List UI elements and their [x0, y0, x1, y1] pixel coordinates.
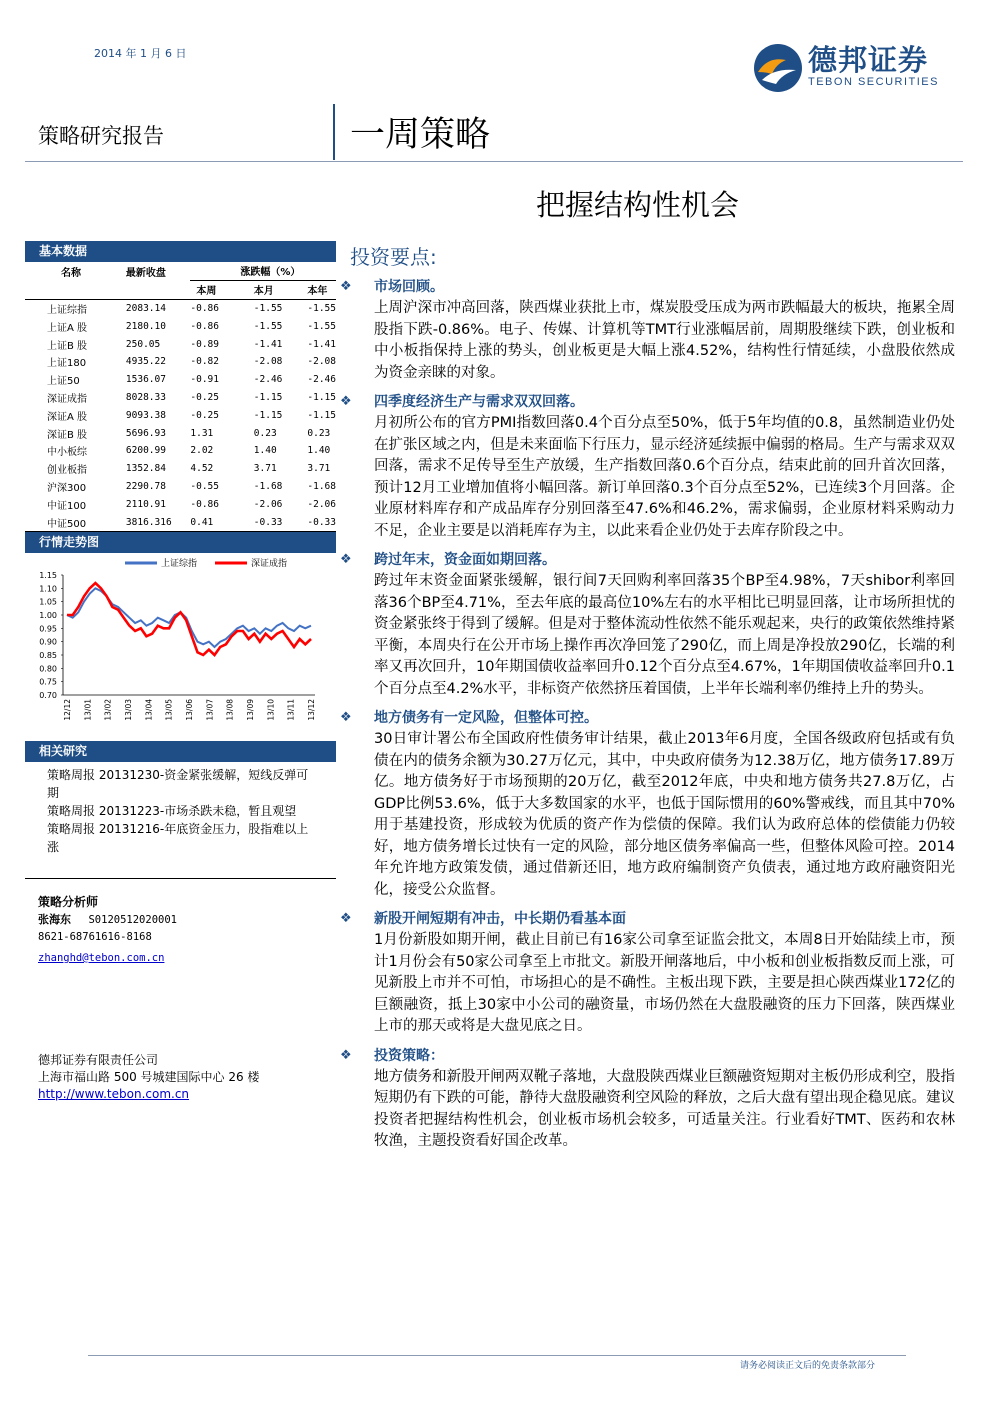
- month-change: -1.55: [253, 320, 283, 332]
- close-value: 2180.10: [125, 320, 166, 332]
- header-divider: [333, 104, 335, 160]
- section-paragraph: 跨过年末资金面紧张缓解，银行间7天回购利率回落35个BP至4.98%，7天shibor利率回落36个BP至4.71%，至去年底的最高位10%左右的水平相比已明显回落，让市场所担忧的资金紧张终于得到了缓解。但是对于整体流动性依然不能乐观起来，央行的政策依然维持紧平衡，本周央行在公开市场上操作再次净回笼了290亿，而上周是净投放290亿，长端的利率又再次回升，10年期国债收益率回升0.12个百分点至4.67%，1年期国债收益率回升0.1个百分点至4.2%水平，非标资产依然挤压着国债，上半年长端利率仍维持上升的势头。: [374, 573, 955, 697]
- y-tick-label: 1.10: [39, 584, 57, 594]
- y-tick-label: 0.80: [39, 664, 57, 674]
- index-name: 上证50: [47, 376, 80, 388]
- index-name: 沪深300: [47, 482, 87, 494]
- table-row: [25, 460, 336, 478]
- week-change: -0.86: [190, 299, 253, 317]
- trend-chart: [25, 553, 336, 731]
- research-list: [25, 766, 336, 856]
- sidebar: [25, 241, 336, 856]
- x-tick-label: 13/11: [286, 698, 296, 721]
- table-row: [25, 424, 336, 442]
- x-tick-label: 13/08: [225, 698, 235, 721]
- x-tick-label: 13/10: [266, 698, 276, 721]
- close-value: 250.05: [125, 338, 161, 350]
- week-change: 4.52: [190, 463, 214, 475]
- trend-chart-svg: [25, 553, 336, 731]
- sidebar-rule: [25, 878, 336, 879]
- research-item[interactable]: 策略周报 20131216-年底资金压力，股指难以上涨: [47, 821, 309, 854]
- col-name: 名称: [61, 267, 81, 279]
- trend-header: 行情走势图: [25, 532, 336, 553]
- week-change: -0.89: [190, 338, 219, 350]
- col-week: 本周: [190, 280, 253, 299]
- month-change: -0.33: [254, 513, 308, 531]
- section-title-text: 跨过年末，资金面如期回落。: [374, 552, 556, 568]
- diamond-bullet-icon: ❖: [340, 911, 352, 926]
- col-month: 本月: [254, 280, 308, 299]
- company-logo: [752, 36, 962, 96]
- close-value: 9093.38: [125, 409, 166, 421]
- table-row: [25, 442, 336, 460]
- section-title: [340, 1045, 955, 1067]
- basic-data-header: 基本数据: [25, 241, 336, 262]
- table-row: [25, 406, 336, 424]
- index-name: 创业板指: [47, 465, 87, 477]
- week-change: -0.25: [190, 409, 219, 421]
- month-change: -1.55: [254, 299, 308, 317]
- year-change: -1.15: [307, 391, 336, 403]
- week-change: -0.82: [190, 356, 219, 368]
- month-change: 0.23: [253, 427, 277, 439]
- table-row: [25, 513, 336, 531]
- week-change: -0.91: [190, 374, 219, 386]
- y-tick-label: 1.00: [39, 610, 57, 620]
- year-change: 0.23: [307, 427, 331, 439]
- table-row: [25, 299, 336, 317]
- series-line-2: [67, 583, 311, 655]
- analyst-name: 张海东: [38, 913, 71, 926]
- section-paragraph: 地方债务和新股开闸两双靴子落地，大盘股陕西煤业巨额融资短期对主板仍形成利空，股指短期仍有下跌的可能，静待大盘股融资利空风险的释放，之后大盘有望出现企稳见底。建议投资者把握结构性机会，创业板市场机会较多，可适量关注。行业看好TMT、医药和农林牧渔，主题投资看好国企改革。: [374, 1068, 955, 1149]
- diamond-bullet-icon: ❖: [340, 394, 352, 409]
- year-change: -0.33: [307, 513, 336, 531]
- y-tick-label: 0.75: [39, 677, 57, 687]
- x-tick-label: 13/01: [83, 698, 93, 721]
- analyst-title: 策略分析师: [38, 895, 99, 909]
- table-row: [25, 335, 336, 353]
- x-tick-label: 13/02: [103, 698, 113, 721]
- main-content: [340, 241, 955, 1160]
- week-change: 0.41: [190, 513, 253, 531]
- diamond-bullet-icon: ❖: [340, 552, 352, 567]
- market-data-table: [25, 262, 336, 532]
- close-value: 1352.84: [125, 463, 166, 475]
- month-change: -1.15: [253, 391, 283, 403]
- week-change: -0.55: [190, 480, 219, 492]
- analyst-email[interactable]: zhanghd@tebon.com.cn: [38, 952, 165, 964]
- year-change: 1.40: [307, 445, 331, 457]
- index-name: 上证A 股: [47, 322, 88, 334]
- section-title: [340, 276, 955, 298]
- index-name: 深证B 股: [47, 429, 88, 441]
- close-value: 3816.316: [126, 513, 190, 531]
- y-tick-label: 1.05: [39, 597, 57, 607]
- table-subheader-row: [25, 280, 336, 299]
- report-name: 一周策略: [350, 115, 491, 155]
- y-tick-label: 0.95: [39, 624, 57, 634]
- week-change: 1.31: [190, 427, 214, 439]
- report-subtitle: 把握结构性机会: [536, 188, 740, 222]
- y-tick-label: 0.90: [39, 637, 57, 647]
- month-change: -2.46: [253, 374, 283, 386]
- diamond-bullet-icon: ❖: [340, 279, 352, 294]
- footer-disclaimer[interactable]: 请务必阅读正文后的免责条款部分: [740, 1361, 876, 1371]
- col-year: 本年: [307, 280, 336, 299]
- company-url-link[interactable]: http://www.tebon.com.cn: [38, 1087, 190, 1101]
- legend-label: 深证成指: [251, 558, 288, 569]
- logo-text-cn: 德邦证券: [808, 43, 929, 77]
- research-item[interactable]: 策略周报 20131223-市场杀跌未稳，暂且观望: [47, 803, 297, 818]
- section-title: [340, 549, 955, 571]
- month-change: -1.68: [253, 480, 283, 492]
- x-tick-label: 13/04: [144, 698, 154, 721]
- section-paragraph: 30日审计署公布全国政府性债务审计结果，截止2013年6月度，全国各级政府包括或有负债在内的债务余额为30.27万亿元，其中，中央政府债务为12.38万亿，地方债务17.89万亿。地方债务好于市场预期的20万亿，截至2012年底，中央和地方债务共27.8万亿，占GDP比例53.6%，低于大多数国家的水平，也低于国际惯用的60%警戒线，而且其中70%用于基建投资，形成较为优质的资产作为偿债的保障。我们认为政府总体的偿债能力仍较好，地方债务增长过快有一定的风险，部分地区债务率偏高一些，但整体风险可控。2014年允许地方政策发债，通过借新还旧，地方政府编制资产负债表，通过地方政府融资阳光化，接受公众监督。: [374, 731, 955, 898]
- section-title: [340, 391, 955, 413]
- x-tick-label: 13/07: [205, 698, 215, 721]
- close-value: 2083.14: [126, 299, 190, 317]
- logo-emblem-icon: [752, 42, 804, 94]
- section-title: [340, 707, 955, 729]
- index-name: 上证B 股: [47, 340, 88, 352]
- y-tick-label: 0.70: [39, 690, 57, 700]
- research-item[interactable]: 策略周报 20131230-资金紧张缓解，短线反弹可期: [47, 767, 309, 800]
- year-change: 3.71: [307, 463, 331, 475]
- company-address: 上海市福山路 500 号城建国际中心 26 楼: [38, 1070, 260, 1084]
- close-value: 2290.78: [125, 480, 166, 492]
- table-row: [25, 478, 336, 496]
- week-change: -0.25: [190, 391, 219, 403]
- legend-label: 上证综指: [161, 558, 198, 569]
- index-name: 上证综指: [25, 299, 126, 317]
- year-change: -1.55: [307, 320, 336, 332]
- key-points-title: 投资要点:: [350, 245, 437, 269]
- x-tick-label: 13/09: [246, 698, 255, 721]
- y-tick-label: 0.85: [39, 650, 57, 660]
- header-rule: [25, 161, 963, 162]
- section-title-text: 地方债务有一定风险，但整体可控。: [374, 710, 598, 726]
- month-change: 1.40: [253, 445, 277, 457]
- series-line-1: [67, 588, 311, 647]
- section-paragraph: 1月份新股如期开闸，截止目前已有16家公司拿至证监会批文，本周8日开始陆续上市，预计1月份会有50家公司拿至上市批文。新股开闸落地后，中小板和创业板指数反而上涨，可见新股上市并不可怕，市场担心的是不确性。主板出现下跌，主要是担心陕西煤业172亿的巨额融资，抵上30家中小公司的融资量，市场仍然在大盘股融资的压力下回落，陕西煤业上市的那天或将是大盘见底之日。: [374, 932, 955, 1034]
- close-value: 5696.93: [125, 427, 166, 439]
- report-type: 策略研究报告: [38, 124, 164, 148]
- analyst-name-line: [38, 911, 177, 929]
- close-value: 8028.33: [125, 391, 166, 403]
- table-row: [25, 371, 336, 389]
- close-value: 2110.91: [125, 498, 166, 510]
- table-header-row: [25, 262, 336, 280]
- table-row: [25, 353, 336, 371]
- report-date: 2014 年 1 月 6 日: [94, 47, 187, 60]
- year-change: -1.55: [307, 299, 336, 317]
- x-tick-label: 13/06: [185, 698, 194, 721]
- year-change: -1.41: [307, 338, 336, 350]
- company-name: 德邦证券有限责任公司: [38, 1053, 159, 1067]
- y-tick-label: 1.15: [39, 570, 57, 580]
- index-name: 中证500: [25, 513, 126, 531]
- analyst-phone: 8621-68761616-8168: [38, 931, 152, 943]
- month-change: -1.15: [253, 409, 283, 421]
- section-title-text: 投资策略：: [374, 1047, 444, 1064]
- year-change: -2.46: [307, 374, 336, 386]
- index-name: 中小板综: [47, 447, 87, 459]
- diamond-bullet-icon: ❖: [340, 1047, 352, 1063]
- index-name: 上证180: [47, 358, 87, 370]
- x-tick-label: 12/12: [63, 698, 72, 721]
- section-title: [340, 908, 955, 930]
- company-block: [38, 1052, 259, 1103]
- table-row: [25, 317, 336, 335]
- x-tick-label: 13/05: [164, 698, 174, 721]
- analyst-cert: S0120512020001: [88, 914, 177, 926]
- section-paragraph: 月初所公布的官方PMI指数回落0.4个百分点至50%，低于5年均值的0.8，虽然制造业仍处在扩张区域之内，但是未来面临下行压力，显示经济延续振中偏弱的格局。生产与需求双双回落，需求不足传导至生产放缓，生产指数回落0.6个百分点，结束此前的回升首次回落，预计12月工业增加值将小幅回落。新订单回落0.3个百分点至52%，已连续3个月回落。企业原材料库存和产成品库存分别回落至47.6%和46.2%，需求偏弱，企业原材料采购动力不足，企业主要是以消耗库存为主，以此来看企业仍处于去库存阶段之中。: [374, 415, 955, 539]
- month-change: -2.08: [253, 356, 283, 368]
- section-title-text: 四季度经济生产与需求双双回落。: [374, 394, 584, 410]
- year-change: -1.68: [307, 480, 336, 492]
- footer-rule: [88, 1355, 906, 1356]
- year-change: -1.15: [307, 409, 336, 421]
- month-change: -1.41: [253, 338, 283, 350]
- month-change: -2.06: [253, 498, 283, 510]
- year-change: -2.06: [307, 498, 336, 510]
- index-name: 中证100: [47, 500, 87, 512]
- section-title-text: 新股开闸短期有冲击，中长期仍看基本面: [374, 911, 626, 927]
- table-row: [25, 389, 336, 407]
- x-tick-label: 13/12: [307, 698, 316, 721]
- close-value: 4935.22: [125, 356, 166, 368]
- logo-text-en: TEBON SECURITIES: [808, 76, 939, 88]
- index-name: 深证成指: [47, 393, 87, 405]
- section-title-text: 市场回顾。: [374, 279, 444, 295]
- col-close: 最新收盘: [125, 267, 166, 279]
- research-header: 相关研究: [25, 741, 336, 762]
- analyst-block: [38, 894, 177, 967]
- month-change: 3.71: [253, 463, 277, 475]
- close-value: 6200.99: [125, 445, 166, 457]
- year-change: -2.08: [307, 356, 336, 368]
- week-change: -0.86: [190, 320, 219, 332]
- index-name: 深证A 股: [47, 411, 88, 423]
- table-row: [25, 495, 336, 513]
- col-change: 涨跌幅（%）: [240, 267, 301, 279]
- section-paragraph: 上周沪深市冲高回落，陕西煤业获批上市，煤炭股受压成为两市跌幅最大的板块，拖累全周股指下跌-0.86%。电子、传媒、计算机等TMT行业涨幅居前，周期股继续下跌，创业板和中小板指保持上涨的势头，创业板更是大幅上涨4.52%，结构性行情延续，小盘股依然成为资金亲睐的对象。: [374, 300, 955, 381]
- close-value: 1536.07: [125, 374, 166, 386]
- week-change: 2.02: [190, 445, 214, 457]
- week-change: -0.86: [190, 498, 219, 510]
- x-tick-label: 13/03: [124, 698, 133, 721]
- diamond-bullet-icon: ❖: [340, 710, 352, 725]
